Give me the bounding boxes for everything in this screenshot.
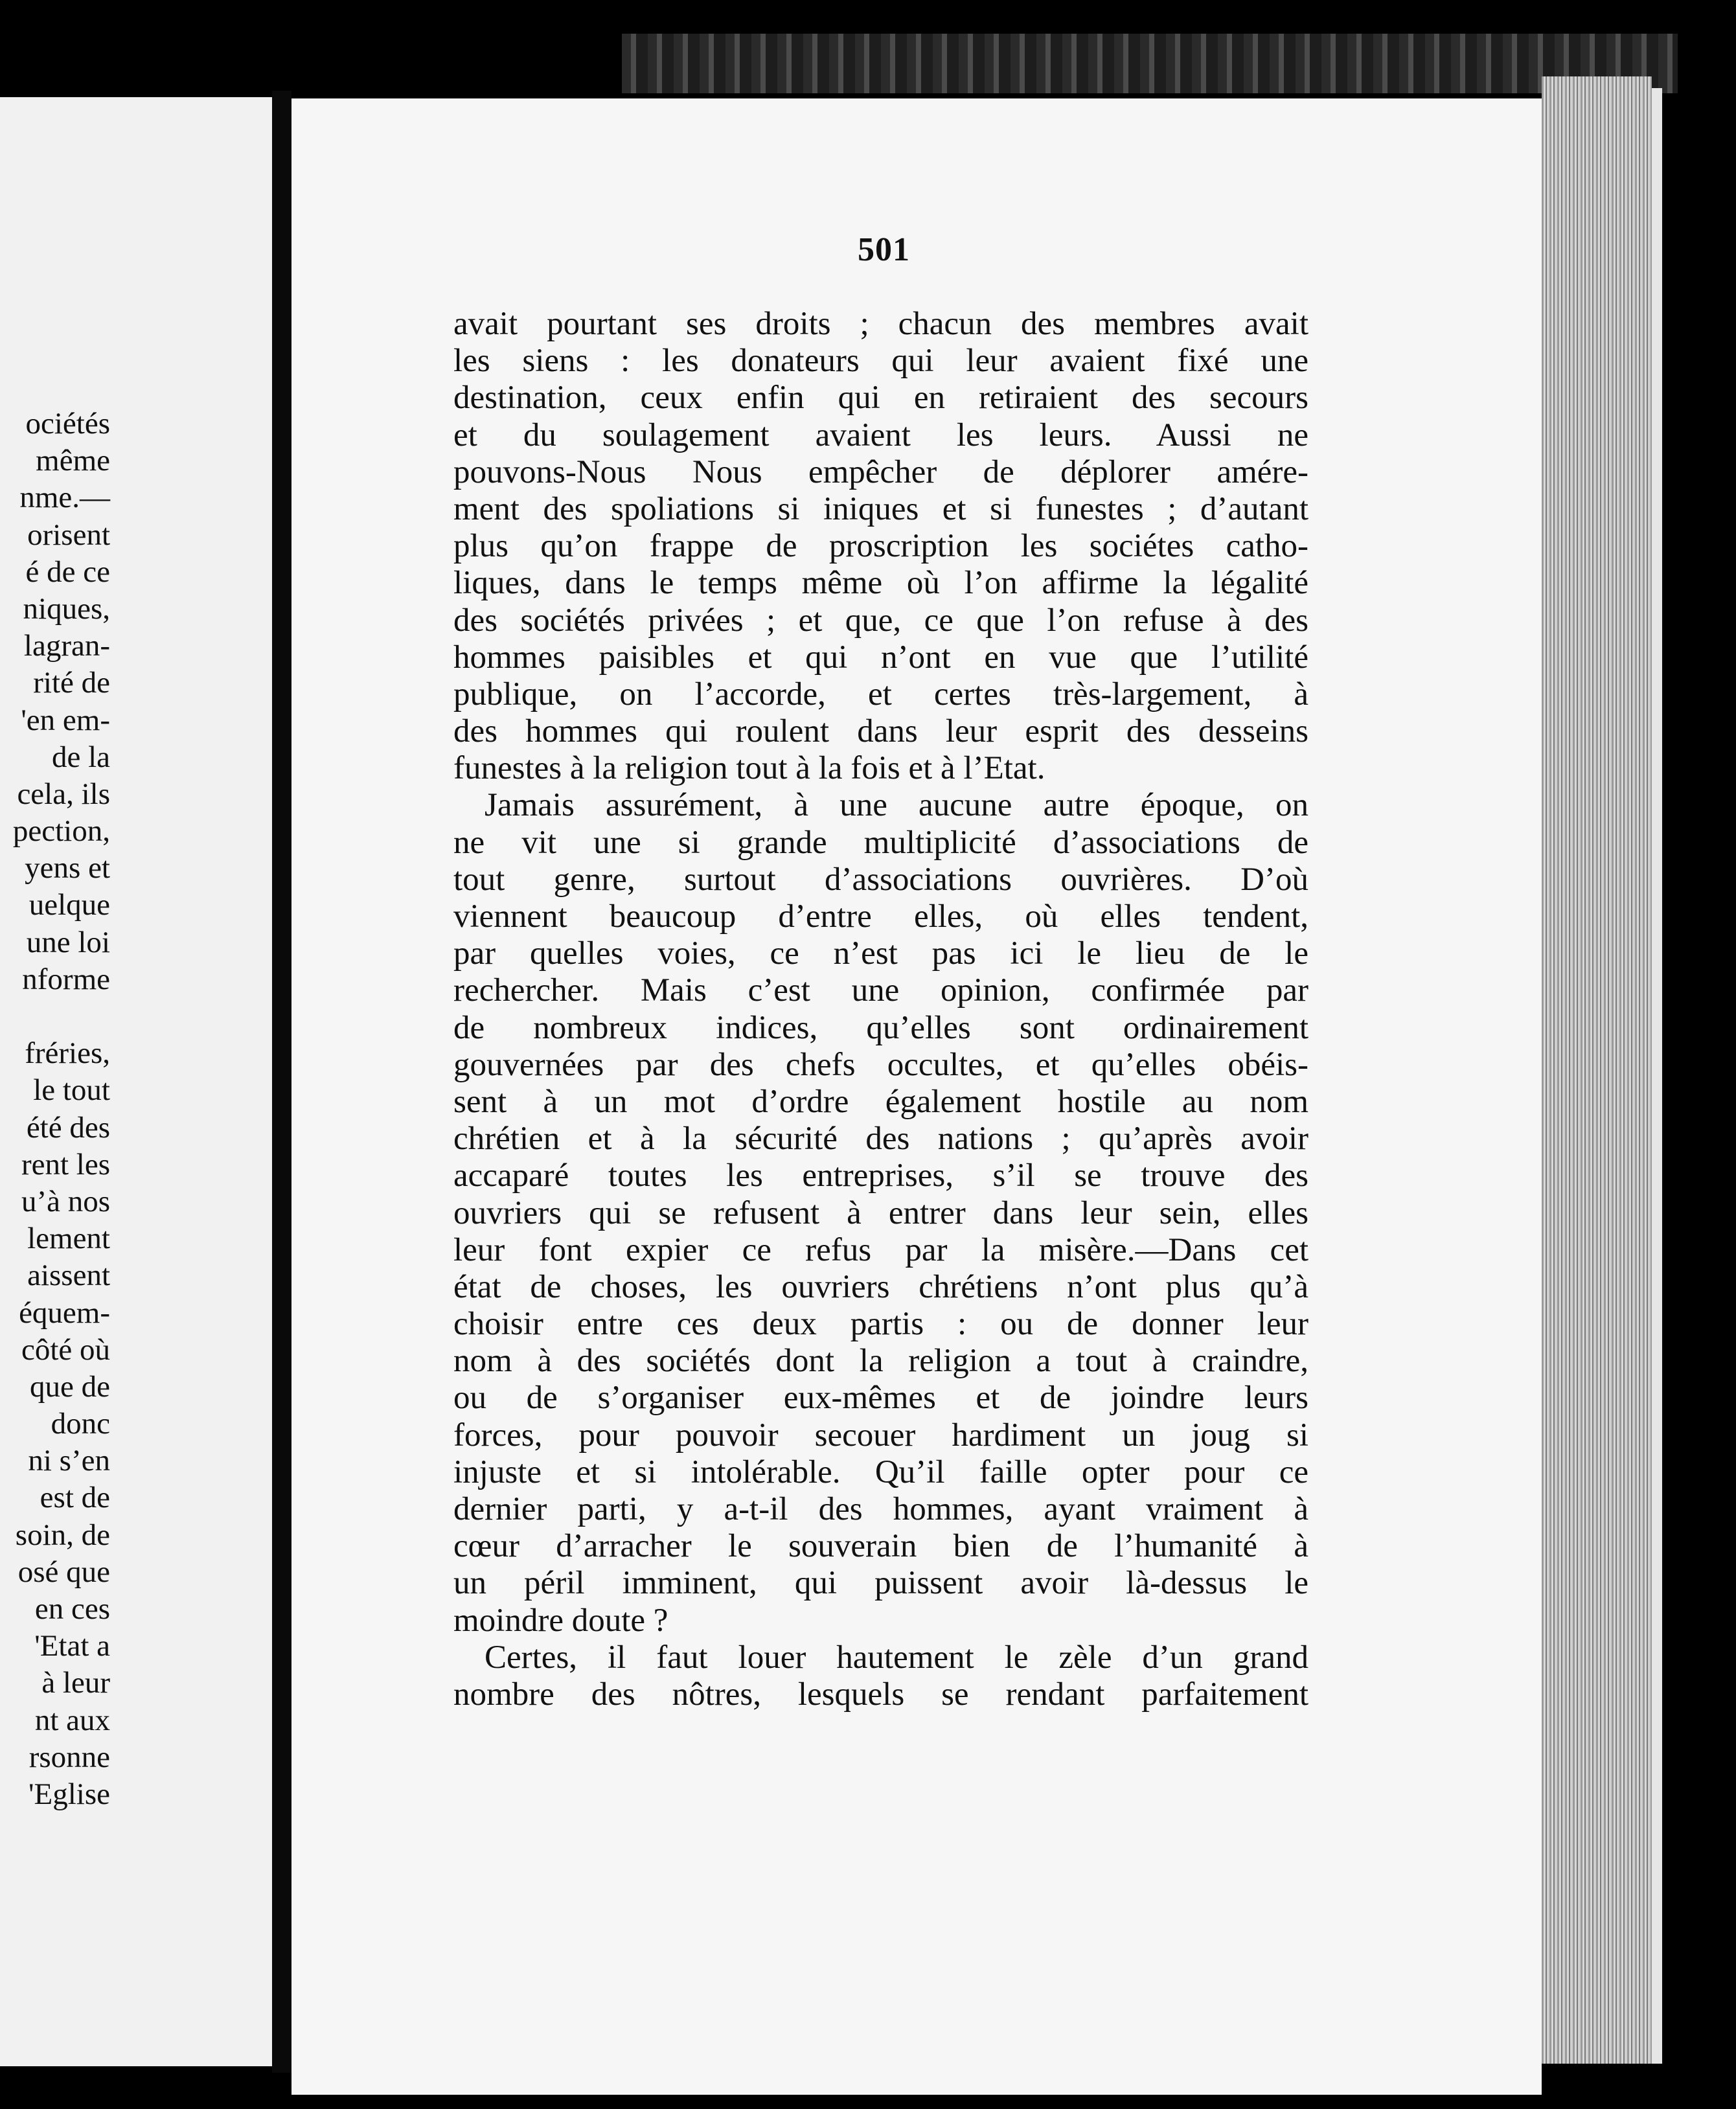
text-line: gouvernées par des chefs occultes, et qu’elles obéis- <box>453 1046 1308 1083</box>
page-number: 501 <box>858 231 910 268</box>
text-line: liques, dans le temps même où l’on affirme la légalité <box>453 565 1308 602</box>
left-page-line-fragment: lagran- <box>23 629 110 663</box>
left-page-line-fragment: été des <box>26 1110 110 1145</box>
text-line: dernier parti, y a-t-il des hommes, ayant vraiment à <box>453 1491 1308 1527</box>
text-line: viennent beaucoup d’entre elles, où elles tendent, <box>453 898 1308 935</box>
text-line: de nombreux indices, qu’elles sont ordinairement <box>453 1009 1308 1046</box>
left-page-line-fragment: rent les <box>21 1147 110 1181</box>
text-line: ou de s’organiser eux-mêmes et de joindre leurs <box>453 1380 1308 1417</box>
left-page-line-fragment: le tout <box>33 1073 110 1108</box>
text-line: forces, pour pouvoir secouer hardiment un joug si <box>453 1417 1308 1454</box>
left-facing-page <box>0 97 272 2066</box>
text-line: pouvons-Nous Nous empêcher de déplorer amére- <box>453 453 1308 490</box>
left-page-line-fragment: de la <box>51 740 110 774</box>
left-page-line-fragment: 'Eglise <box>29 1777 110 1811</box>
left-page-line-fragment: nt aux <box>34 1703 110 1737</box>
book-gutter <box>272 91 291 2073</box>
left-page-line-fragment: lement <box>27 1222 110 1256</box>
text-line: ment des spoliations si iniques et si funestes ; d’autant <box>453 490 1308 527</box>
left-page-line-fragment: est de <box>40 1481 110 1515</box>
left-page-line-fragment: cela, ils <box>17 777 110 811</box>
text-line: plus qu’on frappe de proscription les sociétes catho- <box>453 528 1308 565</box>
text-line: leur font expier ce refus par la misère.—Dans cet <box>453 1231 1308 1268</box>
text-line: accaparé toutes les entreprises, s’il se trouve des <box>453 1157 1308 1194</box>
text-line: chrétien et à la sécurité des nations ; qu’après avoir <box>453 1121 1308 1157</box>
left-page-line-fragment: fréries, <box>25 1036 110 1071</box>
left-page-line-fragment: rité de <box>33 666 110 700</box>
text-line: rechercher. Mais c’est une opinion, confirmée par <box>453 972 1308 1009</box>
text-line: ne vit une si grande multiplicité d’associations de <box>453 824 1308 861</box>
text-line: les siens : les donateurs qui leur avaient fixé une <box>453 343 1308 380</box>
text-line: Certes, il faut louer hautement le zèle d’un grand <box>485 1639 1308 1676</box>
left-page-line-fragment: nforme <box>22 962 110 996</box>
left-page-line-fragment: 'en em- <box>21 703 110 737</box>
book-cover-edge <box>622 34 1678 93</box>
page-fore-edge <box>1542 76 1652 2064</box>
left-page-line-fragment: pection, <box>12 814 110 849</box>
text-line: ouvriers qui se refusent à entrer dans leur sein, elles <box>453 1194 1308 1231</box>
left-page-line-fragment: en ces <box>34 1592 110 1626</box>
text-line: un péril imminent, qui puissent avoir là-dessus le <box>453 1565 1308 1602</box>
left-page-text-fragments <box>0 405 110 1813</box>
page-body-text <box>453 306 1308 1713</box>
text-line: des sociétés privées ; et que, ce que l’on refuse à des <box>453 602 1308 639</box>
left-page-line-fragment: orisent <box>27 518 110 552</box>
left-page-line-fragment: que de <box>30 1369 110 1404</box>
left-page-line-fragment: ociétés <box>25 407 110 440</box>
left-page-line-fragment: ni s’en <box>28 1444 110 1478</box>
left-page-line-fragment: yens et <box>25 851 110 885</box>
text-line: sent à un mot d’ordre également hostile au nom <box>453 1083 1308 1120</box>
left-page-line-fragment: équem- <box>19 1295 110 1330</box>
left-page-line-fragment: niques, <box>23 591 110 626</box>
left-page-line-fragment: même <box>36 444 110 478</box>
left-page-line-fragment: u’à nos <box>21 1184 110 1218</box>
text-line: avait pourtant ses droits ; chacun des membres avait <box>453 306 1308 342</box>
page-fore-edge-outer <box>1652 88 1662 2064</box>
text-line: et du soulagement avaient les leurs. Aussi ne <box>453 416 1308 453</box>
text-line: nom à des sociétés dont la religion a tout à craindre, <box>453 1343 1308 1380</box>
left-page-line-fragment: rsonne <box>29 1740 110 1774</box>
left-page-line-fragment: côté où <box>21 1332 110 1367</box>
text-line: cœur d’arracher le souverain bien de l’humanité à <box>453 1528 1308 1565</box>
text-line: nombre des nôtres, lesquels se rendant parfaitement <box>453 1676 1308 1713</box>
left-page-line-fragment: nme.— <box>19 481 110 515</box>
left-page-line-fragment: aissent <box>27 1259 110 1293</box>
text-line: funestes à la religion tout à la fois et à l’Etat. <box>453 750 1045 787</box>
text-line: destination, ceux enfin qui en retiraient des secours <box>453 380 1308 416</box>
left-page-line-fragment: 'Etat a <box>34 1629 110 1663</box>
left-page-line-fragment: soin, de <box>15 1518 110 1552</box>
left-page-line-fragment: osé que <box>17 1555 110 1589</box>
text-line: tout genre, surtout d’associations ouvrières. D’où <box>453 861 1308 898</box>
left-page-line-fragment: é de ce <box>25 554 110 589</box>
text-line: des hommes qui roulent dans leur esprit des desseins <box>453 713 1308 750</box>
left-page-line-fragment: à leur <box>41 1666 110 1700</box>
text-line: choisir entre ces deux partis : ou de donner leur <box>453 1306 1308 1343</box>
text-line: publique, on l’accorde, et certes très-largement, à <box>453 676 1308 712</box>
left-page-line-fragment: uelque <box>29 888 110 922</box>
text-line: Jamais assurément, à une aucune autre époque, on <box>485 787 1308 824</box>
left-page-line-fragment: donc <box>51 1407 110 1441</box>
left-page-line-fragment: une loi <box>26 925 110 959</box>
text-line: hommes paisibles et qui n’ont en vue que l’utilité <box>453 639 1308 676</box>
left-page-line-fragment <box>0 998 110 1035</box>
text-line: moindre doute ? <box>453 1602 668 1639</box>
text-line: état de choses, les ouvriers chrétiens n’ont plus qu’à <box>453 1268 1308 1305</box>
text-line: injuste et si intolérable. Qu’il faille opter pour ce <box>453 1454 1308 1490</box>
text-line: par quelles voies, ce n’est pas ici le lieu de le <box>453 935 1308 972</box>
